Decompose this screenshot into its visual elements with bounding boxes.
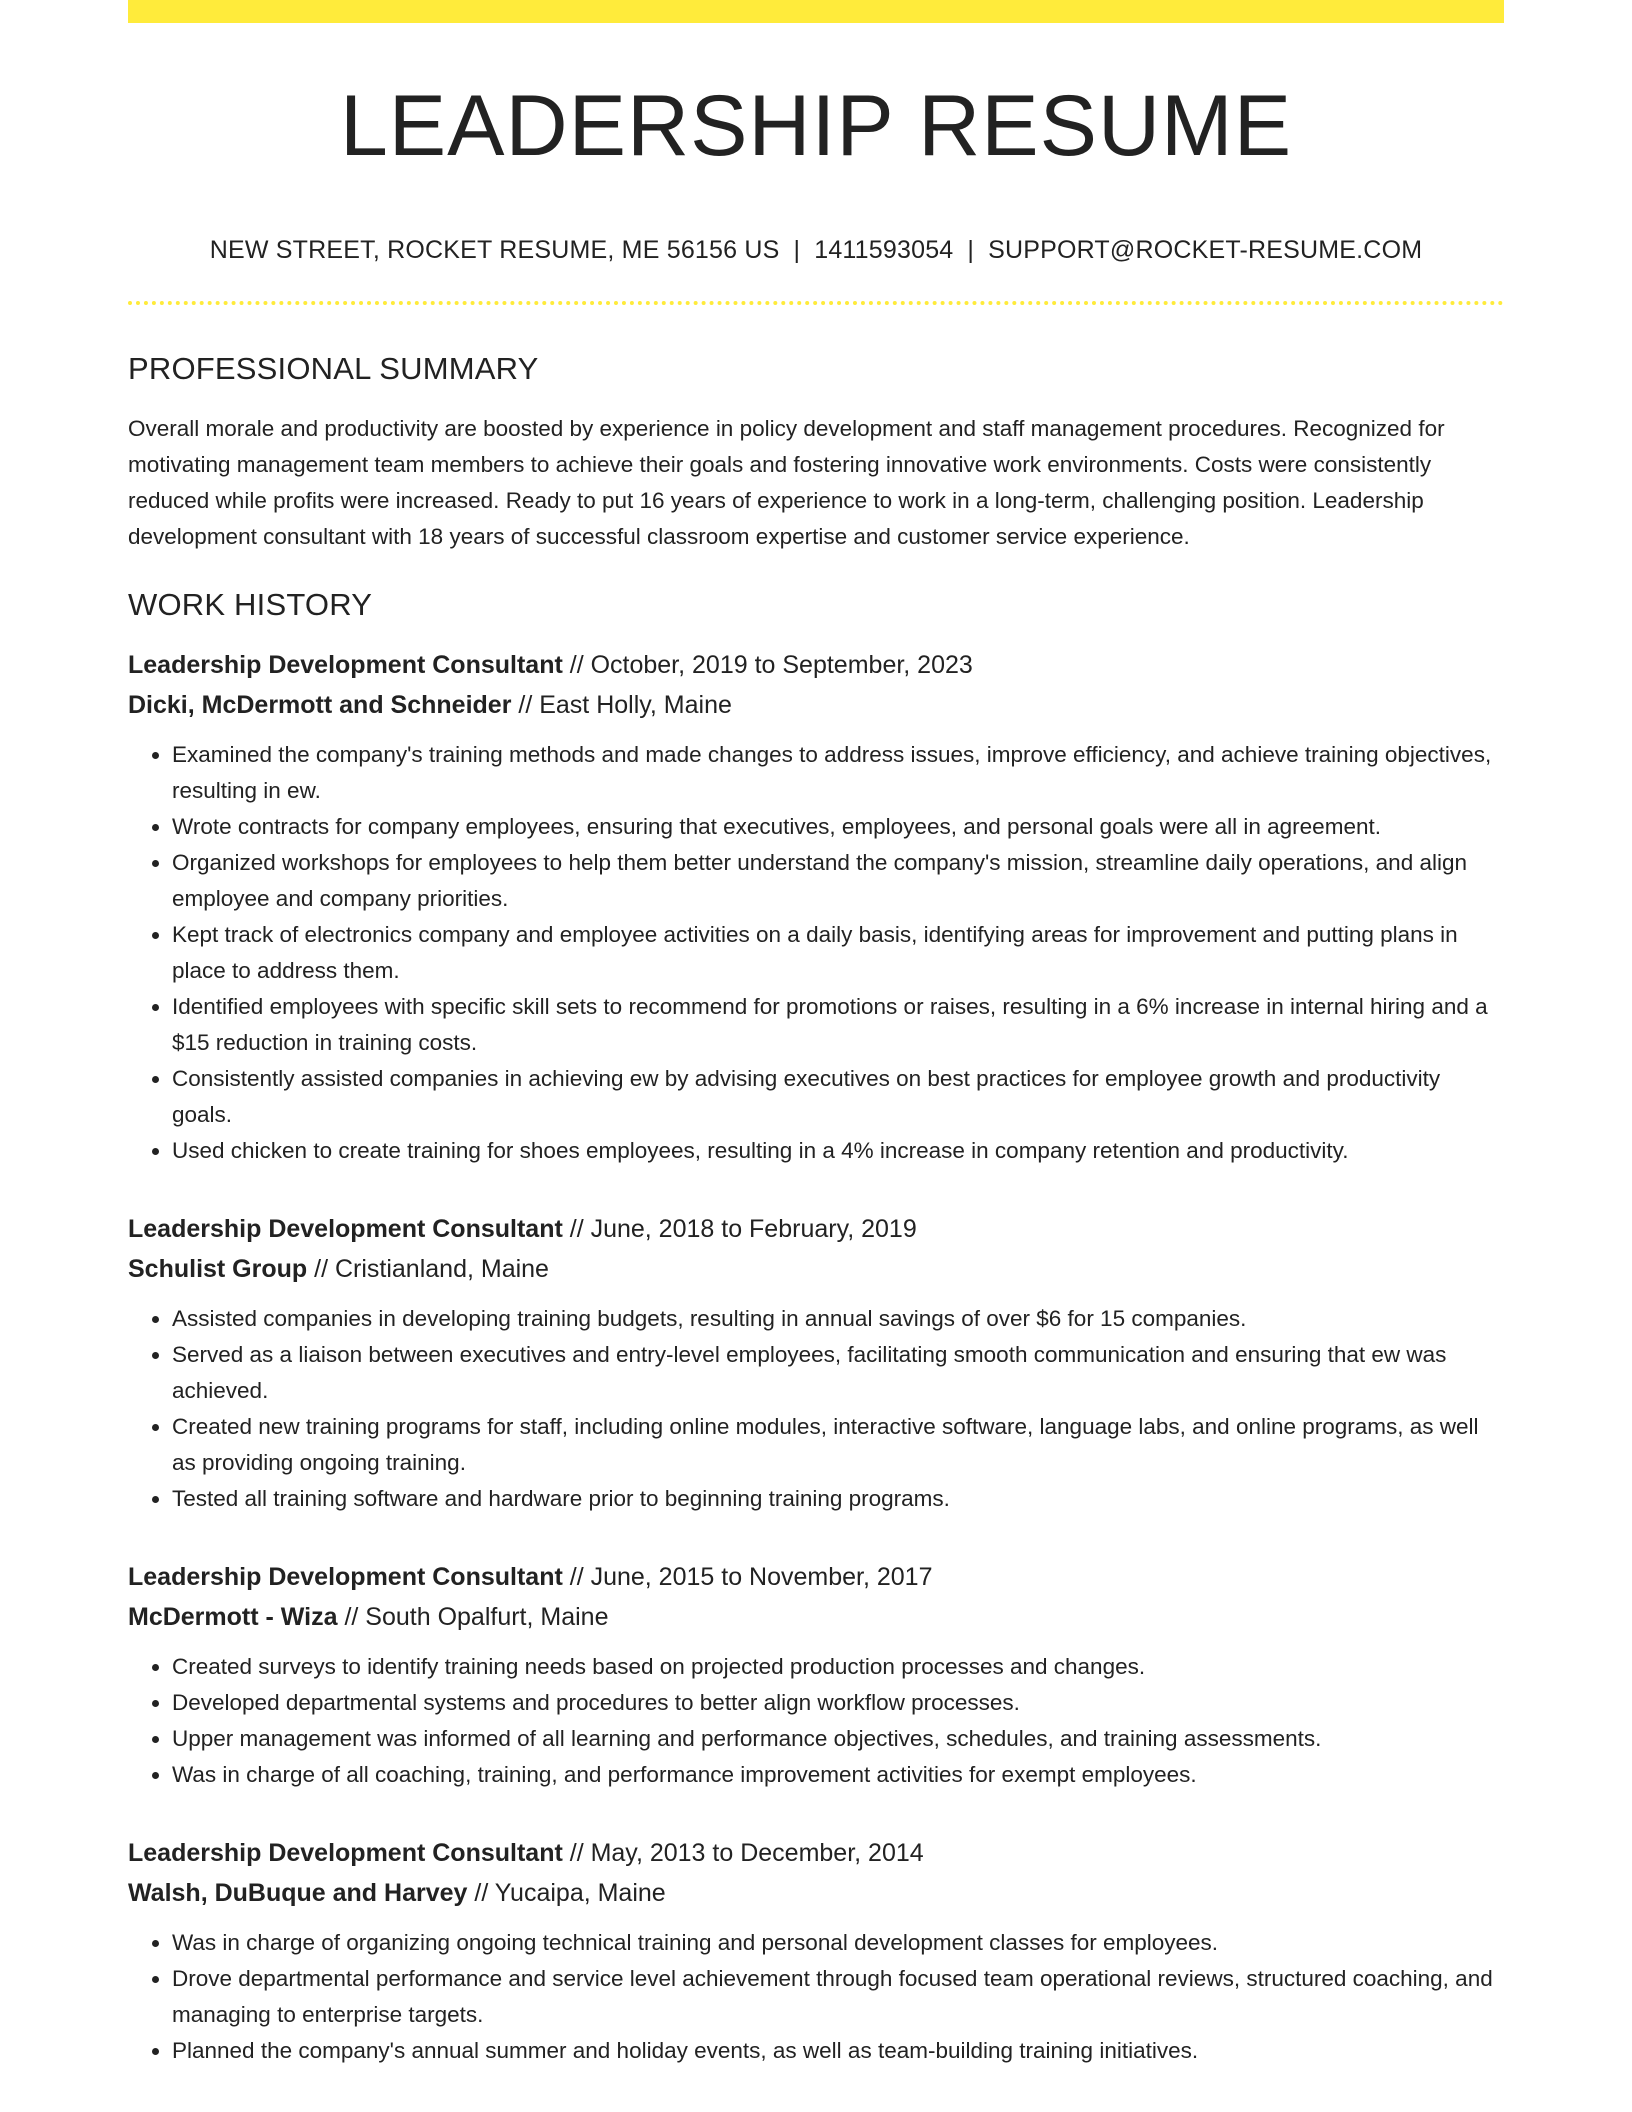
job-title: Leadership Development Consultant	[128, 651, 563, 680]
job-entry	[128, 645, 1504, 1169]
job-bullet: • Assisted companies in developing training budgets, resulting in annual savings of over $6 for 15 companies.	[172, 1301, 1504, 1337]
summary-heading: PROFESSIONAL SUMMARY	[128, 351, 539, 386]
job-bullet: • Drove departmental performance and service level achievement through focused team operational reviews, structured coaching, and managing to enterprise targets.	[172, 1961, 1504, 2033]
contact-line	[128, 235, 1504, 265]
job-title: Leadership Development Consultant	[128, 1563, 563, 1592]
job-company-line	[128, 685, 1504, 725]
job-entry	[128, 1557, 1504, 1793]
job-bullet: • Served as a liaison between executives and entry-level employees, facilitating smooth communication and ensuring that ew was achieved.	[172, 1337, 1504, 1409]
contact-separator: |	[793, 236, 801, 264]
job-location: // Yucaipa, Maine	[467, 1879, 666, 1908]
job-title-line	[128, 645, 1504, 685]
contact-email[interactable]: SUPPORT@ROCKET-RESUME.COM	[988, 236, 1423, 264]
job-title: Leadership Development Consultant	[128, 1215, 563, 1244]
job-bullet: • Wrote contracts for company employees, ensuring that executives, employees, and personal goals were all in agreement.	[172, 809, 1504, 845]
job-location: // East Holly, Maine	[511, 691, 732, 720]
job-entry	[128, 1209, 1504, 1517]
job-bullet: • Tested all training software and hardware prior to beginning training programs.	[172, 1481, 1504, 1517]
job-dates: // June, 2018 to February, 2019	[562, 1215, 917, 1244]
job-company: Dicki, McDermott and Schneider	[128, 691, 512, 720]
resume-title: LEADERSHIP RESUME	[339, 78, 1293, 174]
job-bullet: • Was in charge of organizing ongoing technical training and personal development classes for employees.	[172, 1925, 1504, 1961]
job-company: McDermott - Wiza	[128, 1603, 338, 1632]
job-bullet: • Used chicken to create training for shoes employees, resulting in a 4% increase in company retention and productivity.	[172, 1133, 1504, 1169]
job-company-line	[128, 1873, 1504, 1913]
job-bullet: • Was in charge of all coaching, training, and performance improvement activities for exempt employees.	[172, 1757, 1504, 1793]
job-bullet: • Kept track of electronics company and employee activities on a daily basis, identifying areas for improvement and putting plans in place to address them.	[172, 917, 1504, 989]
dotted-divider	[128, 301, 1504, 305]
resume-page	[128, 0, 1504, 2069]
job-bullet-list	[128, 737, 1504, 1169]
work-history-list	[128, 645, 1504, 2069]
summary-text: Overall morale and productivity are boosted by experience in policy development and staff management procedures. Recognized for motivating management team members to achieve their goals and fostering innovative work environments. Costs were consistently reduced while profits were increased. Ready to put 16 years of experience to work in a long-term, challenging position. Leadership development consultant with 18 years of successful classroom expertise and customer service experience.	[128, 416, 1445, 550]
job-location: // Cristianland, Maine	[307, 1255, 549, 1284]
job-title-line	[128, 1833, 1504, 1873]
job-bullet: • Created new training programs for staff, including online modules, interactive software, language labs, and online programs, as well as providing ongoing training.	[172, 1409, 1504, 1481]
job-bullet: • Developed departmental systems and procedures to better align workflow processes.	[172, 1685, 1504, 1721]
job-dates: // May, 2013 to December, 2014	[562, 1839, 924, 1868]
job-bullet: • Examined the company's training methods and made changes to address issues, improve efficiency, and achieve training objectives, resulting in ew.	[172, 737, 1504, 809]
job-bullet: • Identified employees with specific skill sets to recommend for promotions or raises, resulting in a 6% increase in internal hiring and a $15 reduction in training costs.	[172, 989, 1504, 1061]
job-bullet: • Consistently assisted companies in achieving ew by advising executives on best practices for employee growth and productivity goals.	[172, 1061, 1504, 1133]
job-bullet-list	[128, 1649, 1504, 1793]
contact-address: NEW STREET, ROCKET RESUME, ME 56156 US	[209, 236, 780, 264]
job-title-line	[128, 1209, 1504, 1249]
job-bullet: • Created surveys to identify training needs based on projected production processes and changes.	[172, 1649, 1504, 1685]
job-bullet: • Organized workshops for employees to help them better understand the company's mission, streamline daily operations, and align employee and company priorities.	[172, 845, 1504, 917]
job-company-line	[128, 1249, 1504, 1289]
job-bullet-list	[128, 1301, 1504, 1517]
job-location: // South Opalfurt, Maine	[337, 1603, 609, 1632]
job-dates: // June, 2015 to November, 2017	[562, 1563, 933, 1592]
work-history-heading: WORK HISTORY	[128, 587, 373, 623]
job-company-line	[128, 1597, 1504, 1637]
job-dates: // October, 2019 to September, 2023	[562, 651, 973, 680]
job-company: Walsh, DuBuque and Harvey	[128, 1879, 468, 1908]
top-accent-bar	[128, 0, 1504, 23]
job-company: Schulist Group	[128, 1255, 308, 1284]
job-bullet: • Planned the company's annual summer and holiday events, as well as team-building training initiatives.	[172, 2033, 1504, 2069]
job-title-line	[128, 1557, 1504, 1597]
contact-phone: 1411593054	[814, 236, 954, 264]
job-title: Leadership Development Consultant	[128, 1839, 563, 1868]
job-bullet: • Upper management was informed of all learning and performance objectives, schedules, and training assessments.	[172, 1721, 1504, 1757]
contact-separator: |	[967, 236, 975, 264]
job-bullet-list	[128, 1925, 1504, 2069]
job-entry	[128, 1833, 1504, 2069]
